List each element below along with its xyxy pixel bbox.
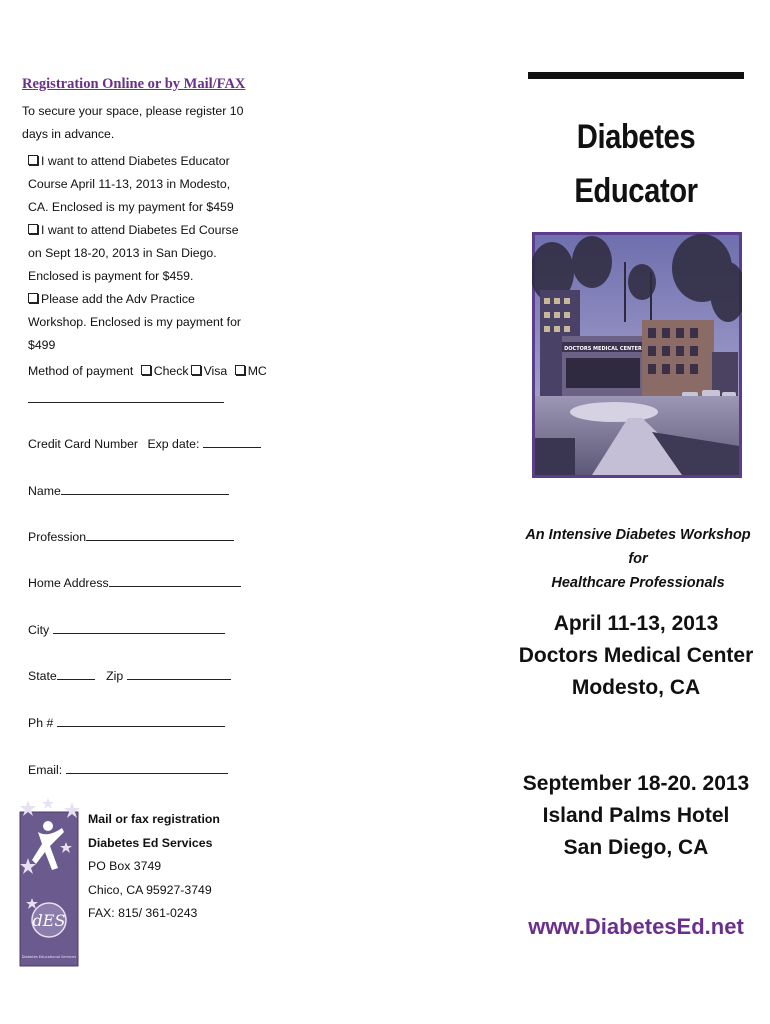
phone-label: Ph # [28, 716, 54, 730]
profession-field[interactable] [86, 528, 234, 541]
exp-date-field[interactable] [203, 435, 261, 448]
event-modesto [516, 608, 756, 704]
name-label: Name [28, 484, 61, 498]
payment-blank-line[interactable] [28, 402, 224, 403]
email-label: Email: [28, 763, 63, 777]
event-san-diego [516, 768, 756, 864]
payment-visa-label: Visa [203, 364, 228, 378]
checkbox-icon[interactable] [28, 293, 38, 303]
svg-text:DOCTORS MEDICAL CENTER: DOCTORS MEDICAL CENTER [564, 346, 642, 352]
state-label: State [28, 669, 57, 683]
profession-row [28, 528, 234, 544]
zip-field[interactable] [127, 667, 231, 680]
phone-field[interactable] [57, 714, 225, 727]
phone-row [28, 714, 225, 730]
building-photo [532, 232, 742, 478]
checkbox-visa-icon[interactable] [191, 365, 201, 375]
address-row [28, 574, 241, 590]
profession-label: Profession [28, 530, 87, 544]
state-field[interactable] [57, 667, 95, 680]
course-title: Diabetes Educator [574, 118, 698, 210]
payment-method-row [28, 364, 267, 378]
payment-check-label: Check [153, 364, 189, 378]
card-row [28, 435, 261, 451]
email-row [28, 761, 228, 777]
checkbox-mc-icon[interactable] [235, 365, 245, 375]
mail-heading: Mail or fax registration [88, 812, 220, 826]
website-link[interactable]: www.DiabetesEd.net [528, 914, 744, 939]
registration-options [28, 150, 250, 357]
payment-method-label: Method of payment [28, 364, 134, 378]
card-number-label: Credit Card Number [28, 437, 139, 451]
city-field[interactable] [53, 621, 225, 634]
mail-address-block [88, 808, 220, 926]
event1-city: Modesto, CA [571, 676, 701, 699]
state-zip-row [28, 667, 231, 683]
svg-text:Diabetes Educational Services: Diabetes Educational Services [21, 955, 77, 959]
registration-heading: Registration Online or by Mail/FAX [22, 76, 246, 92]
option-adv-workshop: Please add the Adv Practice Workshop. Enclosed is my payment for $499 [28, 292, 242, 352]
mail-org: Diabetes Ed Services [88, 835, 213, 850]
name-field[interactable] [61, 482, 229, 495]
event1-date: April 11-13, 2013 [553, 612, 719, 635]
address-field[interactable] [109, 574, 241, 587]
mail-fax: FAX: 815/ 361-0243 [88, 906, 198, 920]
option-modesto: I want to attend Diabetes Educator Course April 11-13, 2013 in Modesto, CA. Enclosed is my payment for $459 [28, 154, 234, 214]
option-san-diego: I want to attend Diabetes Ed Course on Sept 18-20, 2013 in San Diego. Enclosed is payment for $459. [28, 223, 239, 283]
city-row [28, 621, 225, 637]
registration-intro: To secure your space, please register 10 days in advance. [22, 104, 244, 141]
email-field[interactable] [66, 761, 228, 774]
event2-venue: Island Palms Hotel [542, 804, 730, 827]
event2-date: September 18-20. 2013 [522, 772, 750, 795]
checkbox-icon[interactable] [28, 155, 38, 165]
exp-date-label: Exp date: [147, 437, 200, 451]
checkbox-check-icon[interactable] [141, 365, 151, 375]
svg-text:dES: dES [32, 911, 66, 930]
des-logo [18, 798, 82, 970]
event1-venue: Doctors Medical Center [518, 644, 754, 667]
checkbox-icon[interactable] [28, 224, 38, 234]
event2-city: San Diego, CA [563, 836, 709, 859]
mail-po-box: PO Box 3749 [88, 859, 162, 873]
course-tagline: An Intensive Diabetes Workshop for Healthcare Professionals [525, 527, 751, 591]
zip-label: Zip [106, 669, 124, 683]
top-rule [528, 72, 744, 79]
mail-city: Chico, CA 95927-3749 [88, 882, 212, 897]
city-label: City [28, 623, 50, 637]
name-row [28, 482, 229, 498]
address-label: Home Address [28, 576, 109, 590]
payment-mc-label: MC [247, 364, 267, 378]
